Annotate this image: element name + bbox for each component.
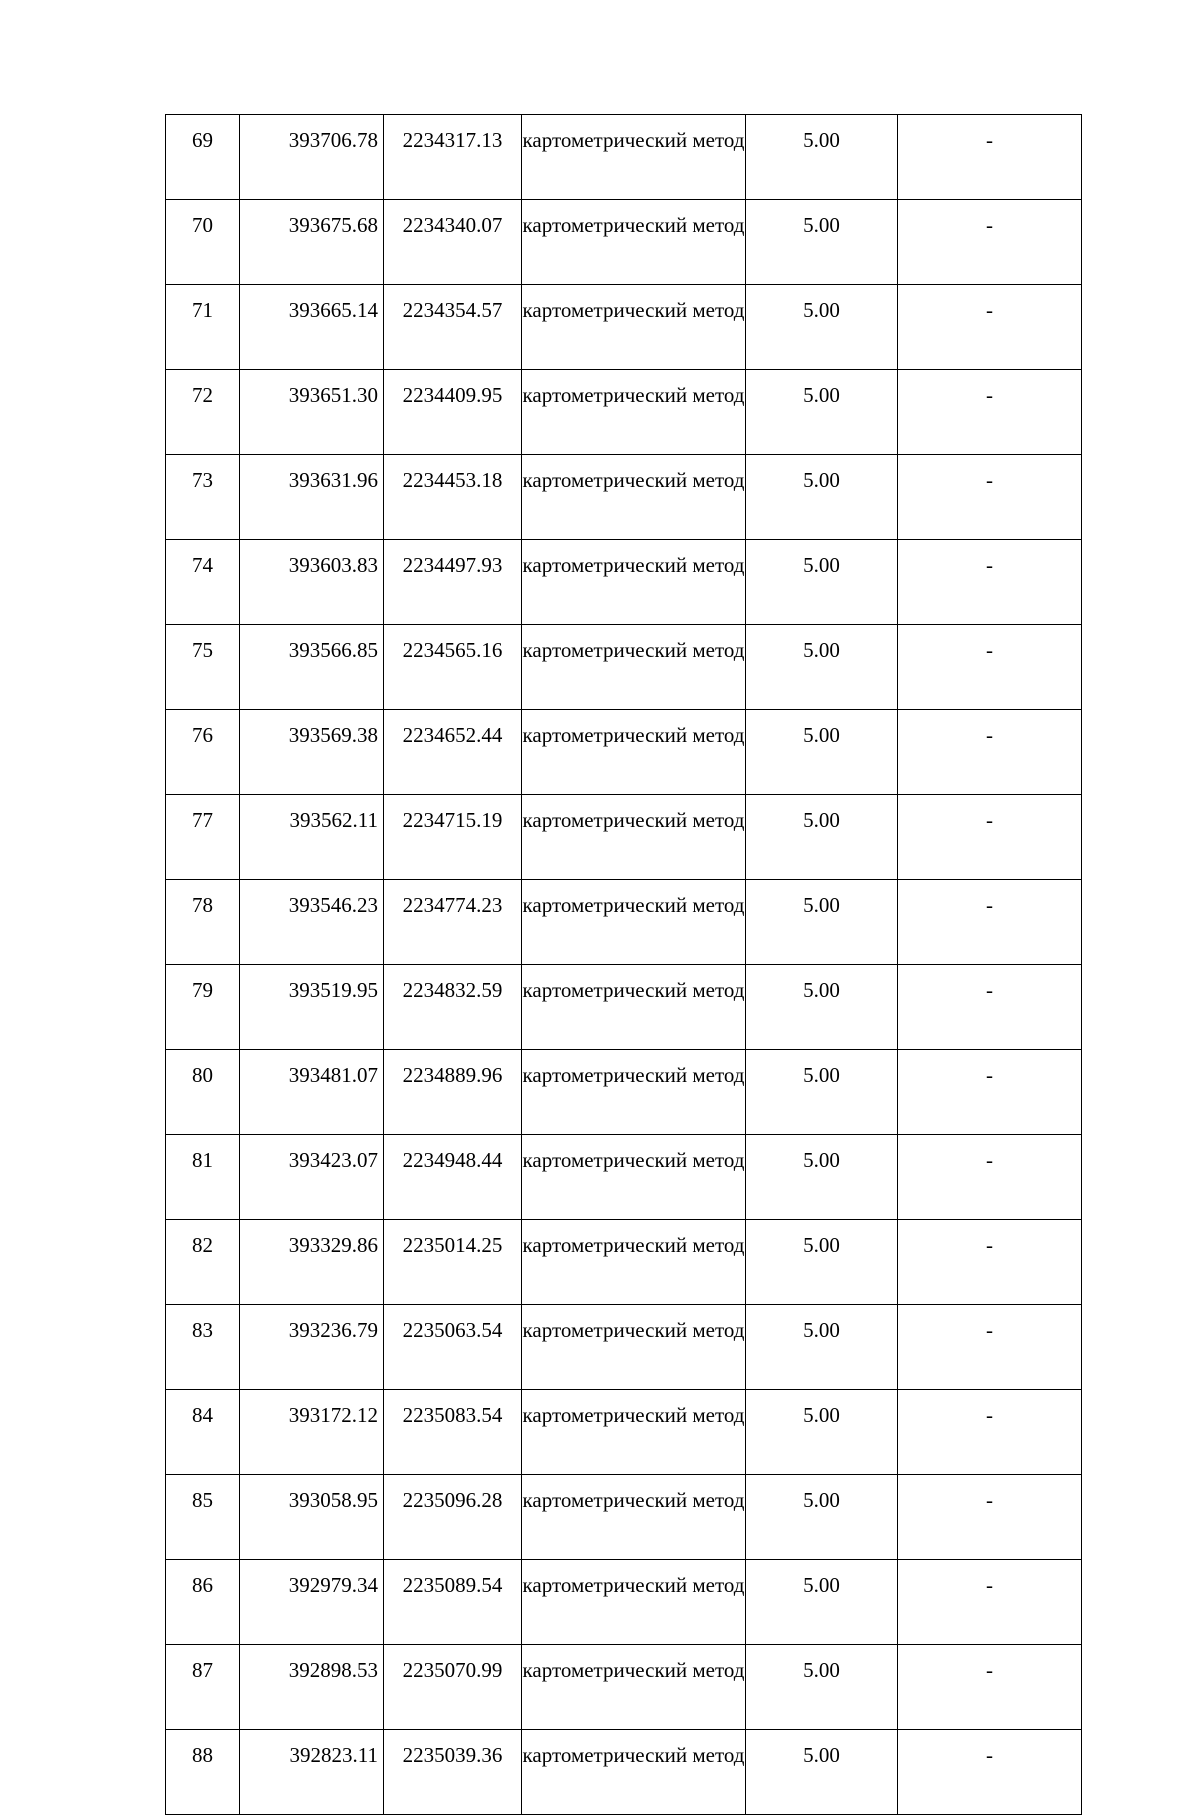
description-cell: - [898,1135,1082,1220]
accuracy-cell: 5.00 [746,880,898,965]
x-coordinate-cell: 393706.78 [240,115,384,200]
point-number-cell: 71 [166,285,240,370]
accuracy-cell: 5.00 [746,965,898,1050]
table-row [166,795,1082,880]
point-number-cell: 87 [166,1645,240,1730]
point-number-cell: 76 [166,710,240,795]
point-number-cell: 79 [166,965,240,1050]
y-coordinate-cell: 2234497.93 [384,540,522,625]
table-row [166,625,1082,710]
table-row [166,1475,1082,1560]
description-cell: - [898,795,1082,880]
table-row [166,1050,1082,1135]
y-coordinate-cell: 2235014.25 [384,1220,522,1305]
y-coordinate-cell: 2235070.99 [384,1645,522,1730]
point-number-cell: 69 [166,115,240,200]
point-number-cell: 85 [166,1475,240,1560]
x-coordinate-cell: 393675.68 [240,200,384,285]
x-coordinate-cell: 393665.14 [240,285,384,370]
y-coordinate-cell: 2234774.23 [384,880,522,965]
y-coordinate-cell: 2234354.57 [384,285,522,370]
accuracy-cell: 5.00 [746,795,898,880]
accuracy-cell: 5.00 [746,1730,898,1815]
point-number-cell: 78 [166,880,240,965]
description-cell: - [898,1050,1082,1135]
y-coordinate-cell: 2234889.96 [384,1050,522,1135]
description-cell: - [898,1645,1082,1730]
x-coordinate-cell: 393603.83 [240,540,384,625]
method-cell: картометрический метод [522,285,746,370]
method-cell: картометрический метод [522,1390,746,1475]
description-cell: - [898,540,1082,625]
table-row [166,1390,1082,1475]
x-coordinate-cell: 392898.53 [240,1645,384,1730]
table-row [166,540,1082,625]
y-coordinate-cell: 2234715.19 [384,795,522,880]
y-coordinate-cell: 2235039.36 [384,1730,522,1815]
accuracy-cell: 5.00 [746,1475,898,1560]
table-row [166,200,1082,285]
method-cell: картометрический метод [522,1050,746,1135]
y-coordinate-cell: 2234409.95 [384,370,522,455]
method-cell: картометрический метод [522,1475,746,1560]
point-number-cell: 72 [166,370,240,455]
y-coordinate-cell: 2234340.07 [384,200,522,285]
x-coordinate-cell: 393236.79 [240,1305,384,1390]
method-cell: картометрический метод [522,795,746,880]
description-cell: - [898,285,1082,370]
point-number-cell: 86 [166,1560,240,1645]
accuracy-cell: 5.00 [746,1050,898,1135]
description-cell: - [898,880,1082,965]
y-coordinate-cell: 2235096.28 [384,1475,522,1560]
y-coordinate-cell: 2234453.18 [384,455,522,540]
x-coordinate-cell: 393058.95 [240,1475,384,1560]
accuracy-cell: 5.00 [746,540,898,625]
y-coordinate-cell: 2235063.54 [384,1305,522,1390]
point-number-cell: 74 [166,540,240,625]
method-cell: картометрический метод [522,1305,746,1390]
table-row [166,1220,1082,1305]
method-cell: картометрический метод [522,370,746,455]
method-cell: картометрический метод [522,1220,746,1305]
x-coordinate-cell: 393651.30 [240,370,384,455]
point-number-cell: 88 [166,1730,240,1815]
method-cell: картометрический метод [522,1730,746,1815]
table-row [166,1645,1082,1730]
x-coordinate-cell: 392823.11 [240,1730,384,1815]
description-cell: - [898,625,1082,710]
point-number-cell: 80 [166,1050,240,1135]
table-row [166,370,1082,455]
method-cell: картометрический метод [522,880,746,965]
description-cell: - [898,1730,1082,1815]
x-coordinate-cell: 393172.12 [240,1390,384,1475]
accuracy-cell: 5.00 [746,1645,898,1730]
accuracy-cell: 5.00 [746,285,898,370]
point-number-cell: 77 [166,795,240,880]
description-cell: - [898,1305,1082,1390]
accuracy-cell: 5.00 [746,1560,898,1645]
point-number-cell: 83 [166,1305,240,1390]
y-coordinate-cell: 2234652.44 [384,710,522,795]
x-coordinate-cell: 393631.96 [240,455,384,540]
y-coordinate-cell: 2234948.44 [384,1135,522,1220]
description-cell: - [898,1475,1082,1560]
y-coordinate-cell: 2234565.16 [384,625,522,710]
method-cell: картометрический метод [522,710,746,795]
table-row [166,1560,1082,1645]
point-number-cell: 73 [166,455,240,540]
accuracy-cell: 5.00 [746,1390,898,1475]
description-cell: - [898,455,1082,540]
description-cell: - [898,1390,1082,1475]
x-coordinate-cell: 393519.95 [240,965,384,1050]
method-cell: картометрический метод [522,540,746,625]
method-cell: картометрический метод [522,965,746,1050]
point-number-cell: 82 [166,1220,240,1305]
description-cell: - [898,1220,1082,1305]
method-cell: картометрический метод [522,455,746,540]
x-coordinate-cell: 393546.23 [240,880,384,965]
method-cell: картометрический метод [522,1645,746,1730]
table-row [166,1305,1082,1390]
method-cell: картометрический метод [522,200,746,285]
point-number-cell: 81 [166,1135,240,1220]
description-cell: - [898,115,1082,200]
coordinates-table-body [166,115,1082,1815]
x-coordinate-cell: 393481.07 [240,1050,384,1135]
y-coordinate-cell: 2235089.54 [384,1560,522,1645]
accuracy-cell: 5.00 [746,625,898,710]
x-coordinate-cell: 393562.11 [240,795,384,880]
description-cell: - [898,710,1082,795]
accuracy-cell: 5.00 [746,370,898,455]
accuracy-cell: 5.00 [746,455,898,540]
x-coordinate-cell: 393569.38 [240,710,384,795]
table-row [166,1135,1082,1220]
table-row [166,710,1082,795]
accuracy-cell: 5.00 [746,1220,898,1305]
table-row [166,965,1082,1050]
x-coordinate-cell: 393329.86 [240,1220,384,1305]
x-coordinate-cell: 392979.34 [240,1560,384,1645]
accuracy-cell: 5.00 [746,1305,898,1390]
table-row [166,880,1082,965]
description-cell: - [898,370,1082,455]
description-cell: - [898,200,1082,285]
point-number-cell: 75 [166,625,240,710]
accuracy-cell: 5.00 [746,115,898,200]
description-cell: - [898,1560,1082,1645]
method-cell: картометрический метод [522,115,746,200]
point-number-cell: 70 [166,200,240,285]
table-row [166,285,1082,370]
point-number-cell: 84 [166,1390,240,1475]
table-row [166,455,1082,540]
method-cell: картометрический метод [522,1135,746,1220]
accuracy-cell: 5.00 [746,1135,898,1220]
x-coordinate-cell: 393423.07 [240,1135,384,1220]
accuracy-cell: 5.00 [746,200,898,285]
y-coordinate-cell: 2234317.13 [384,115,522,200]
coordinates-table [165,114,1082,1815]
table-row [166,115,1082,200]
description-cell: - [898,965,1082,1050]
accuracy-cell: 5.00 [746,710,898,795]
x-coordinate-cell: 393566.85 [240,625,384,710]
y-coordinate-cell: 2235083.54 [384,1390,522,1475]
method-cell: картометрический метод [522,625,746,710]
y-coordinate-cell: 2234832.59 [384,965,522,1050]
method-cell: картометрический метод [522,1560,746,1645]
table-row [166,1730,1082,1815]
